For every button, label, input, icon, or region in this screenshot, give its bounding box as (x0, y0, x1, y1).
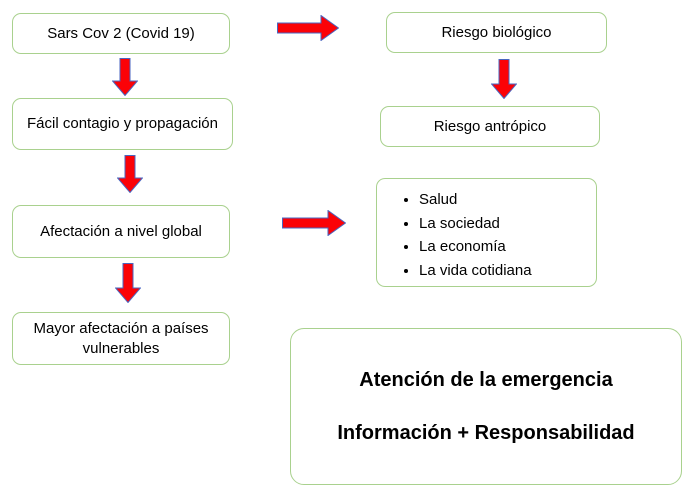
node-riesgo-biologico-label: Riesgo biológico (441, 23, 552, 41)
node-facil-contagio-label: Fácil contagio y propagación (27, 115, 218, 133)
impactos-bullet-list (393, 188, 532, 282)
arrow-down-icon (491, 59, 517, 99)
node-paises-vulnerables (12, 312, 230, 365)
node-paises-vulnerables-label: Mayor afectación a países vulnerables (33, 320, 209, 357)
list-item: • La sociedad (419, 212, 532, 236)
arrow-right-icon (277, 15, 339, 41)
node-afectacion-global-label: Afectación a nivel global (40, 222, 202, 240)
emergencia-line-1: Atención de la emergencia (359, 369, 613, 391)
node-impactos-list (376, 178, 597, 287)
arrow-right-icon (282, 210, 346, 236)
arrow-down-icon (115, 263, 141, 303)
node-facil-contagio (12, 98, 233, 150)
node-atencion-emergencia (290, 328, 682, 485)
node-riesgo-biologico (386, 12, 607, 53)
node-riesgo-antropico-label: Riesgo antrópico (433, 117, 547, 135)
emergencia-line-2: Información + Responsabilidad (337, 422, 635, 444)
list-item: • Salud (419, 188, 532, 212)
node-sars-cov-2-label: Sars Cov 2 (Covid 19) (47, 24, 195, 42)
list-item: • La economía (419, 235, 532, 259)
arrow-down-icon (117, 155, 143, 193)
list-item: • La vida cotidiana (419, 259, 532, 283)
node-sars-cov-2 (12, 13, 230, 54)
node-riesgo-antropico (380, 106, 600, 147)
arrow-down-icon (112, 58, 138, 96)
node-afectacion-global (12, 205, 230, 258)
